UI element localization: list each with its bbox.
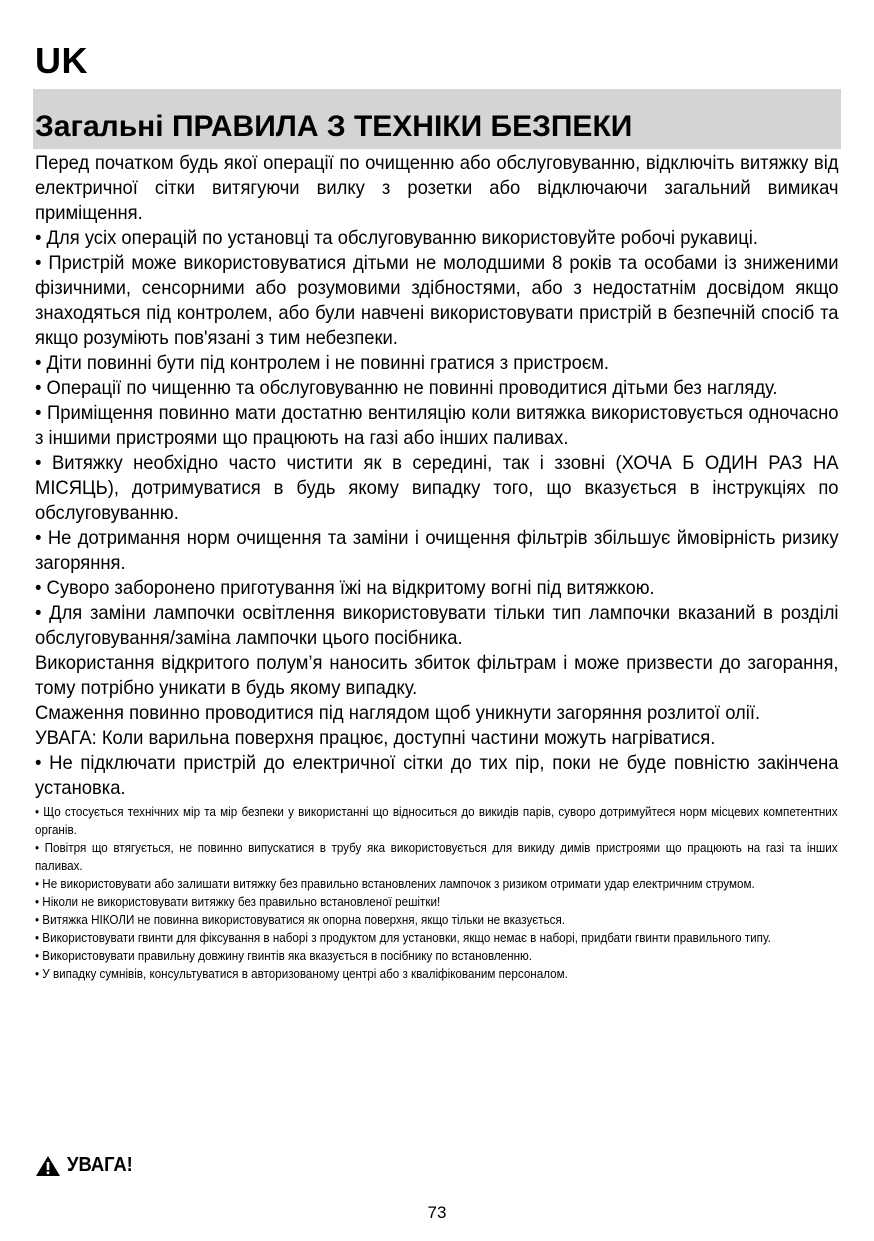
small-paragraph: • Що стосується технічних мір та мір безпеки у використанні що відноситься до викидів парів, суворо дотримуйтеся норм місцевих компетентних органів. bbox=[35, 804, 838, 837]
small-paragraph: • Витяжка НІКОЛИ не повинна використовуватися як опорна поверхня, якщо тільки не вказується. bbox=[35, 912, 566, 927]
paragraph: • Не дотримання норм очищення та заміни і очищення фільтрів збільшує ймовірність ризику загоряння. bbox=[35, 527, 839, 574]
small-paragraph: • Повітря що втягується, не повинно випускатися в трубу яка використовується для викиду димів пристроями що працюють на газі та інших паливах. bbox=[35, 840, 838, 873]
small-paragraph: • Ніколи не використовувати витяжку без правильно встановленої решітки! bbox=[35, 894, 441, 909]
paragraph: • Операції по чищенню та обслуговуванню не повинні проводитися дітьми без нагляду. bbox=[35, 377, 778, 399]
small-paragraph: • Використовувати гвинти для фіксування в наборі з продуктом для установки, якщо немає в наборі, придбати гвинти правильного типу. bbox=[35, 930, 771, 945]
small-paragraph: • Використовувати правильну довжину гвинтів яка вказується в посібнику по встановленню. bbox=[35, 948, 533, 963]
paragraph: • Пристрій може використовуватися дітьми не молодшими 8 років та особами із зниженими фізичними, сенсорними або розумовими здібностями, або з недостатнім досвідом якщо знаходяться під контролем, або були навчені використовувати пристрій в безпечній спосіб та якщо розуміють пов'язані з тим небезпеки. bbox=[35, 252, 839, 349]
paragraph: УВАГА: Коли варильна поверхня працює, доступні частини можуть нагріватися. bbox=[35, 727, 716, 749]
small-paragraph: • У випадку сумнівів, консультуватися в авторизованому центрі або з кваліфікованим персоналом. bbox=[35, 966, 568, 981]
page-number: 73 bbox=[427, 1203, 447, 1222]
paragraph: • Приміщення повинно мати достатню вентиляцію коли витяжка використовується одночасно з іншими пристроями що працюють на газі або інших паливах. bbox=[35, 402, 839, 449]
page-content bbox=[35, 151, 838, 983]
paragraph: • Суворо заборонено приготування їжі на відкритому вогні під витяжкою. bbox=[35, 577, 655, 599]
warning-heading bbox=[35, 1154, 139, 1177]
paragraph: • Витяжку необхідно часто чистити як в середині, так і ззовні (ХОЧА Б ОДИН РАЗ НА МІСЯЦЬ), дотримуватися в будь якому випадку того, що вказується в інструкціях по обслуговуванню. bbox=[35, 452, 839, 524]
warning-label: УВАГА! bbox=[67, 1154, 133, 1176]
paragraph: • Для усіх операцій по установці та обслуговуванню використовуйте робочі рукавиці. bbox=[35, 227, 758, 249]
paragraph: • Діти повинні бути під контролем і не повинні гратися з пристроєм. bbox=[35, 352, 610, 374]
language-code: UK bbox=[35, 40, 88, 81]
warning-triangle-icon bbox=[35, 1155, 61, 1177]
small-paragraph: • Не використовувати або залишати витяжку без правильно встановлених лампочок з ризиком отримати удар електричним струмом. bbox=[35, 876, 755, 891]
paragraph: • Для заміни лампочки освітлення використовувати тільки тип лампочки вказаний в розділі обслуговування/заміна лампочки цього посібника. bbox=[35, 602, 839, 649]
paragraph: • Не підключати пристрій до електричної сітки до тих пір, поки не буде повністю закінчена установка. bbox=[35, 752, 839, 799]
main-text bbox=[35, 151, 838, 801]
paragraph: Перед початком будь якої операції по очищенню або обслуговуванню, відключіть витяжку від електричної сітки витягуючи вилку з розетки або відключаючи загальний вимикач приміщення. bbox=[35, 152, 839, 224]
paragraph: Використання відкритого полум’я наносить збиток фільтрам і може призвести до загорання, тому потрібно уникати в будь якому випадку. bbox=[35, 652, 839, 699]
paragraph: Смаження повинно проводитися під наглядом щоб уникнути загоряння розлитої олії. bbox=[35, 702, 761, 724]
section-title: Загальні ПРАВИЛА З ТЕХНІКИ БЕЗПЕКИ bbox=[35, 110, 633, 143]
fine-print bbox=[35, 803, 838, 983]
